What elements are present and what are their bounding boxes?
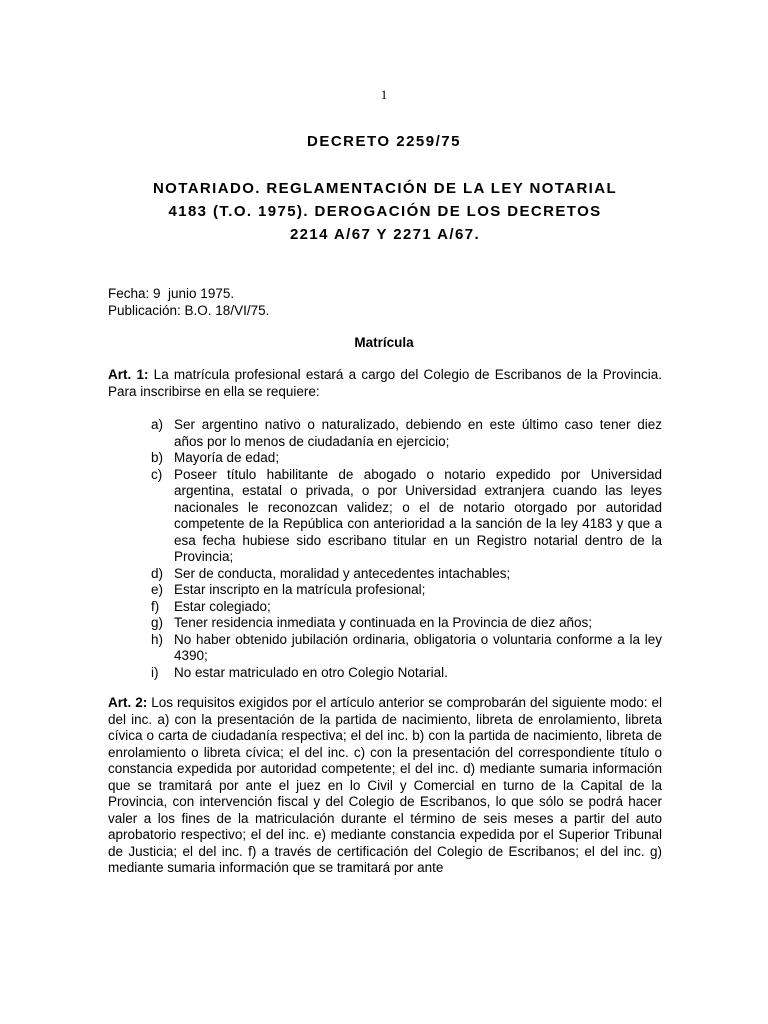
list-item-letter: b): [151, 450, 164, 465]
subtitle-line: 2214 A/67 Y 2271 A/67.: [289, 226, 481, 243]
list-item-letter: a): [151, 417, 164, 432]
list-item: [108, 632, 662, 665]
article-1: [108, 367, 662, 681]
document-metadata: [108, 286, 269, 319]
page-number: 1: [380, 87, 388, 102]
list-item: [108, 615, 662, 632]
requirements-list: [108, 417, 662, 681]
list-item-text: No haber obtenido jubilación ordinaria, obligatoria o voluntaria conforme a la ley 4390;: [174, 631, 662, 663]
list-item-letter: c): [151, 466, 163, 482]
list-item-text: Mayoría de edad;: [174, 450, 280, 465]
article-2-paragraph: [108, 695, 662, 877]
document-title: DECRETO 2259/75: [307, 133, 461, 150]
list-item-letter: g): [151, 615, 164, 630]
list-item-letter: f): [151, 598, 160, 614]
article-1-text: La matrícula profesional estará a cargo del Colegio de Escribanos de la Provincia. Para inscribirse en ella se requiere:: [108, 367, 662, 399]
list-item: [108, 566, 662, 583]
list-item-text: Ser argentino nativo o naturalizado, debiendo en este último caso tener diez años por lo menos de ciudadanía en ejercicio;: [174, 417, 662, 449]
list-item: [108, 665, 662, 682]
list-item-text: Ser de conducta, moralidad y antecedentes intachables;: [174, 565, 511, 581]
date-line: Fecha: 9 junio 1975.: [108, 286, 235, 301]
article-1-paragraph: [108, 367, 662, 400]
list-item: [108, 467, 662, 566]
subtitle-line: NOTARIADO. REGLAMENTACIÓN DE LA LEY NOTARIAL: [152, 180, 618, 197]
publication-line: Publicación: B.O. 18/VI/75.: [108, 302, 270, 318]
subtitle-line: 4183 (T.O. 1975). DEROGACIÓN DE LOS DECRETOS: [168, 203, 602, 220]
list-item: [108, 582, 662, 599]
list-item-letter: i): [151, 664, 159, 680]
list-item-text: Poseer título habilitante de abogado o notario expedido por Universidad argentina, estatal o privada, o por Universidad extranjera cuando las leyes nacionales le reconozcan validez; o el de notario otorgado por autoridad competente de la República con anterioridad a la sanción de la ley 4183 y que a esa fecha hubiese sido escribano titular en un Registro notarial dentro de la Provincia;: [174, 466, 662, 564]
list-item: [108, 417, 662, 450]
list-item: [108, 599, 662, 616]
list-item-letter: h): [151, 631, 164, 647]
article-2-text: Los requisitos exigidos por el artículo anterior se comprobarán del siguiente modo: el del inc. a) con la presentación de la partida de nacimiento, libreta de enrolamiento, libreta cívica o carta de ciudadanía respectiva; el del inc. b) con la partida de nacimiento, libreta de enrolamiento o libreta cívica; el del inc. c) con la presentación del correspondiente título o constancia expedida por autoridad competente; el del inc. d) mediante sumaria información que se tramitará por ante el juez en lo Civil y Comercial en turno de la Capital de la Provincia, con intervención fiscal y del Colegio de Escribanos, lo que sólo se podrá hacer valer a los fines de la matriculación durante el término de seis meses a partir del auto aprobatorio respectivo; el del inc. e) mediante constancia expedida por el Superior Tribunal de Justicia; el del inc. f) a través de certificación del Colegio de Escribanos; el del inc. g) mediante sumaria información que se tramitará por ante: [108, 695, 662, 875]
article-2: [108, 695, 662, 877]
list-item: [108, 450, 662, 467]
article-1-label: Art. 1:: [108, 367, 149, 382]
document-subtitle: [108, 177, 662, 246]
list-item-letter: d): [151, 565, 164, 581]
list-item-text: Estar colegiado;: [174, 598, 271, 614]
list-item-text: Tener residencia inmediata y continuada en la Provincia de diez años;: [174, 615, 593, 630]
list-item-letter: e): [151, 582, 164, 597]
list-item-text: Estar inscripto en la matrícula profesional;: [174, 582, 426, 597]
list-item-text: No estar matriculado en otro Colegio Notarial.: [174, 664, 448, 680]
section-heading: Matrícula: [354, 335, 414, 350]
article-2-label: Art. 2:: [108, 695, 148, 710]
